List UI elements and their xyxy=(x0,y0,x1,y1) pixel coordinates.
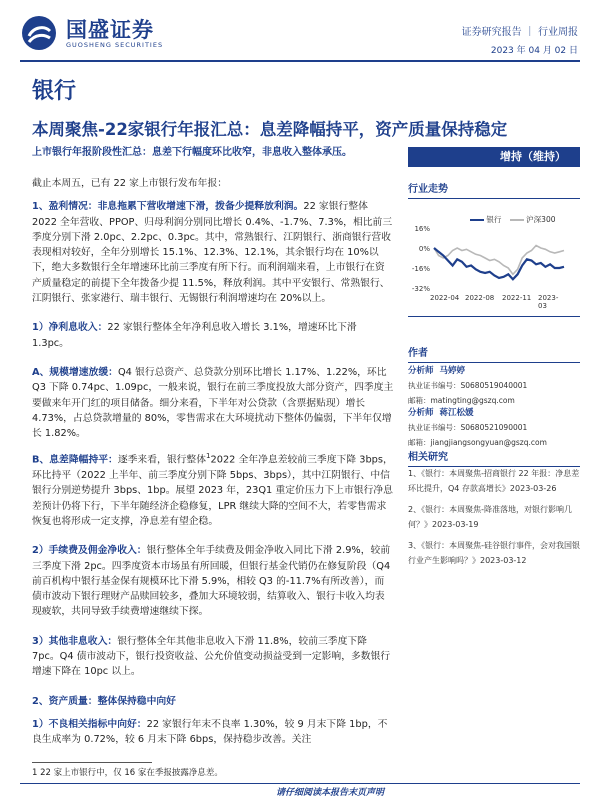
report-type: 证券研究报告 ｜ 行业周报 xyxy=(461,27,578,38)
author-email[interactable]: 邮箱：jiangjiangsongyuan@gszq.com xyxy=(408,438,547,447)
y-tick-label: -32% xyxy=(411,285,430,293)
x-tick-label: 2022-04 xyxy=(430,294,460,302)
rating-badge: 增持（维持） xyxy=(408,147,580,167)
paragraph-text: 银行整体全年手续费及佣金净收入同比下滑 2.9%，较前三季度下滑 2pc。四季度资本市场虽有所回暖，但银行基金代销仍在修复阶段（Q4 前百机构中银行基金保有规模环比下滑 5.9%，相较 Q3 的-11.7%有所改善），而债市波动下银行理财产品赎回较多，叠加大环境较弱，结算收入、银行卡收入均表现疲软，共同导致手续费增速继续下探。 xyxy=(32,545,391,618)
related-list xyxy=(408,466,580,568)
series-line-bank xyxy=(434,248,564,279)
author-1 xyxy=(408,364,580,406)
paragraph-text: 22 家银行整体 2022 全年营收、PPOP、归母利润分别同比增长 0.4%、-1.7%、7.3%，相比前三季度分别下滑 2.0pc、2.2pc、0.3pc。其中，常熟银行、江阴银行、浙商银行营收表现相对较好，全年分别增长 15.1%、12.3%、12.1%，其余银行均在 10%以下，绝大多数银行全年增速环比前三季度有所下行。而利润端来看，上市银行在资产质量稳定的前提下全年拨备少提 11.5%，释放利润。其中平安银行、常熟银行、江阴银行、张家港行、瑞丰银行、无锡银行利润增速均在 20%以上。 xyxy=(32,201,393,305)
y-tick-label: 16% xyxy=(414,225,430,233)
paragraph-npl xyxy=(32,717,394,748)
paragraph-scale xyxy=(32,365,394,441)
footnote-divider xyxy=(32,762,152,763)
paragraph-margin xyxy=(32,449,394,529)
x-tick-label: 2022-11 xyxy=(502,294,532,302)
author-role: 分析师 xyxy=(408,366,434,376)
logo-text: 国盛证券 xyxy=(66,18,154,42)
author-2 xyxy=(408,406,580,448)
trend-heading: 行业走势 xyxy=(408,180,580,199)
legend-swatch-csi300 xyxy=(510,219,524,221)
logo-icon xyxy=(20,14,60,54)
company-logo xyxy=(20,14,170,54)
footnote-ref: 1 xyxy=(206,452,211,461)
legend-label-csi300: 沪深300 xyxy=(526,215,556,224)
paragraph-heading: 1）不良相关指标中向好： xyxy=(32,718,147,730)
footer-disclaimer: 请仔细阅读本报告末页声明 xyxy=(275,788,384,798)
paragraph-heading: 1、盈利情况：非息拖累下营收增速下滑，拨备少提释放利润。 xyxy=(32,201,304,213)
paragraph-fee xyxy=(32,543,394,619)
author-cert: 执业证书编号：S0680521090001 xyxy=(408,423,528,432)
paragraph-text: 2022 全年净息差较前三季度下降 3bps，环比持平（2022 上半年、前三季度分别下降 5bps、3bps），其中江阴银行、中信银行分别逆势提升 3bps、1bp。展望 2023 年，23Q1 重定价压力下上市银行净息差预计仍将下行，下半年随经济企稳修复，LPR 继续大降的空间不大，若零售需求恢复也将形成一定支撑，净息差有望企稳。 xyxy=(32,454,393,527)
related-section xyxy=(408,448,580,467)
paragraph-heading: 3）其他非息收入： xyxy=(32,635,118,647)
related-item[interactable]: 2、《银行：本周聚焦-降准落地，对银行影响几何？》2023-03-19 xyxy=(408,505,572,529)
author-name-text: 蒋江松媛 xyxy=(439,408,474,418)
y-tick-label: -16% xyxy=(411,265,430,273)
trend-chart xyxy=(408,222,580,294)
author-section xyxy=(408,344,580,363)
sector-title: 银行 xyxy=(32,79,77,104)
report-date: 2023 年 04 月 02 日 xyxy=(490,46,578,56)
author-cert: 执业证书编号：S0680519040001 xyxy=(408,381,528,390)
paragraph-profit xyxy=(32,199,394,306)
related-heading: 相关研究 xyxy=(408,448,580,467)
paragraph-text: Q4 银行总资产、总贷款分别环比增长 1.17%、1.22%，环比 Q3 下降 0.74pc、1.09pc，一般来说，银行在前三季度投放大部分资产，四季度主要做来年开门红的项目储备。细分来看，下半年对公贷款（含票据贴现）增长 4.73%，占总贷款增量的 80%，零售需求在大环境扰动下整体仍偏弱，下半年仅增长 1.82%。 xyxy=(32,366,394,440)
paragraph-heading: A、规模增速放缓： xyxy=(32,366,118,378)
author-name xyxy=(408,406,580,418)
header-divider xyxy=(20,60,580,62)
series-line-csi300 xyxy=(434,246,564,275)
legend-label-bank: 银行 xyxy=(486,215,502,224)
paragraph-text: 逐季来看，银行整体 xyxy=(117,454,207,466)
related-item[interactable]: 1、《银行：本周聚焦-招商银行 22 年报：净息差环比提升，Q4 存款高增长》2023-03-26 xyxy=(408,469,580,493)
paragraph-heading: B、息差降幅持平： xyxy=(32,454,118,466)
lead-summary: 上市银行年报阶段性汇总：息差下行幅度环比收窄，非息收入整体承压。 xyxy=(32,147,352,158)
author-email[interactable]: 邮箱：matingting@gszq.com xyxy=(408,396,515,405)
intro-paragraph: 截止本周五，已有 22 家上市银行发布年报： xyxy=(32,178,228,189)
paragraph-text: 22 家银行年末不良率 1.30%，较 9 月末下降 1bp，不良生成率为 0.72%，较 6 月末下降 6bps，保持稳步改善。关注 xyxy=(32,718,388,746)
footnote: 1 22 家上市银行中，仅 16 家在季报披露净息差。 xyxy=(32,768,223,778)
author-name-text: 马婷婷 xyxy=(439,366,465,376)
author-heading: 作者 xyxy=(408,344,580,363)
footer-divider xyxy=(20,783,580,784)
paragraph-heading: 1）净利息收入： xyxy=(32,322,108,334)
related-item[interactable]: 3、《银行：本周聚焦-硅谷银行事件，会对我国银行业产生影响吗？》2023-03-12 xyxy=(408,541,580,565)
y-tick-label: 0% xyxy=(418,245,430,253)
x-tick-label: 2022-08 xyxy=(465,294,495,302)
author-role: 分析师 xyxy=(408,408,434,418)
legend-swatch-bank xyxy=(470,219,484,221)
paragraph-text: 22 家银行整体全年净利息收入增长 3.1%，增速环比下滑 1.3pc。 xyxy=(32,322,357,349)
trend-section xyxy=(408,180,580,199)
paragraph-text: 银行整体全年其他非息收入下滑 11.8%，较前三季度下降 7pc。Q4 债市波动下，银行投资收益、公允价值变动损益受到一定影响，多数银行增速下降在 10pc 以上。 xyxy=(32,635,391,678)
paragraph-nii xyxy=(32,320,394,351)
trend-divider xyxy=(408,316,580,317)
paragraph-heading: 2）手续费及佣金净收入： xyxy=(32,545,147,557)
x-tick-label: 2023-03 xyxy=(538,294,559,310)
paragraph-other-income xyxy=(32,634,394,680)
author-name xyxy=(408,364,580,376)
main-body xyxy=(32,176,394,761)
report-title: 本周聚焦-22家银行年报汇总：息差降幅持平，资产质量保持稳定 xyxy=(32,120,508,139)
chart-x-axis xyxy=(430,294,560,310)
logo-subtext: GUOSHENG SECURITIES xyxy=(66,41,164,49)
section-asset-quality: 2、资产质量：整体保持稳中向好 xyxy=(32,695,176,707)
